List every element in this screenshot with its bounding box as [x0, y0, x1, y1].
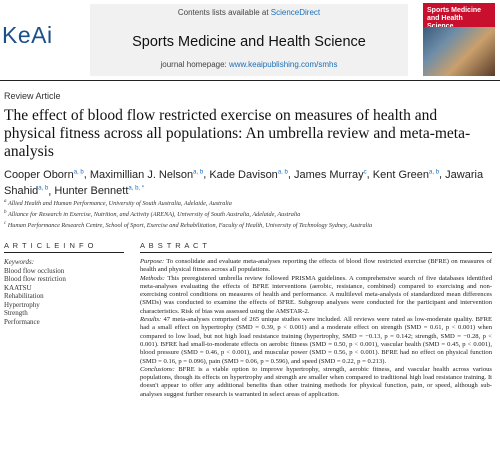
abstract-conclusions: Conclusions: BFRE is a viable option to improve hypertrophy, strength, aerobic fitness, and vascular health across various populations, though its effects on hypertrophy and strength are smaller when compared to traditional high load resistance training. It doesn't appear to offer any additional benefits than other training methods for physical function, pain, or speed, although sub-analyses suggest further research is warranted in select areas of application. — [140, 365, 492, 398]
homepage-link[interactable]: www.keaipublishing.com/smhs — [229, 60, 338, 69]
author[interactable]: Kent Green$^{a, b}$ — [372, 168, 440, 181]
author[interactable]: Cooper Oborn$^{a, b}$ — [4, 168, 84, 181]
abstract-body — [140, 258, 492, 399]
abstract-methods: Methods: This preregistered umbrella review followed PRISMA guidelines. A comprehensive search of five databases identified meta-analyses evaluating the effects of BFRE interventions (aerobic, resistance, combined) compared to exercising and non-exercising control conditions on measures of health and performance. A multilevel meta-analysis of standardized mean differences (SMDs) was conducted to examine the effects of BFRE. Subgroup analyses were conducted for the participant and intervention characteristics. Risk of bias was assessed using the AMSTAR-2. — [140, 274, 492, 315]
publisher-logo[interactable] — [2, 22, 82, 62]
keyword: KAATSU — [4, 283, 32, 292]
author-list: Cooper Oborn$^{a, b}$, Maximillian J. Nelson$^{a, b}$, Kade Davison$^{a, b}$, James Murray$^c$, Kent Green$^{a, b}$, Jawaria Shahid$^{a, b}$, Hunter Bennett$^{a, b, *}$ — [4, 168, 484, 198]
article-type: Review Article — [4, 91, 61, 101]
affiliation: $^c$ Human Performance Research Centre, School of Sport, Exercise and Rehabilitation, Faculty of Health, University of Technology Sydney, Australia — [4, 221, 373, 230]
article-title: The effect of blood flow restricted exercise on measures of health and physical fitness across all populations: An umbrella review and meta-meta-analysis — [4, 107, 471, 160]
journal-title: Sports Medicine and Health Science — [132, 34, 366, 50]
affiliation: $^b$ Alliance for Research in Exercise, Nutrition, and Activity (ARENA), University of South Australia, Adelaide, Australia — [4, 210, 301, 219]
abstract-divider — [140, 252, 492, 253]
abstract-purpose: Purpose: To consolidate and evaluate meta-analyses reporting the effects of blood flow restricted exercise (BFRE) on measures of health and physical fitness across all populations. — [140, 258, 492, 274]
journal-banner — [90, 4, 408, 76]
keyword: Blood flow occlusion — [4, 266, 65, 275]
keyword: Performance — [4, 317, 40, 326]
journal-header — [0, 0, 500, 78]
keyword: Hypertrophy — [4, 300, 40, 309]
article-info-heading: A R T I C L E I N F O — [4, 241, 95, 250]
header-divider — [0, 80, 500, 81]
author[interactable]: Maximillian J. Nelson$^{a, b}$ — [89, 168, 204, 181]
keywords-block — [4, 258, 124, 326]
author[interactable]: Kade Davison$^{a, b}$ — [209, 168, 288, 181]
cover-photo — [423, 27, 495, 76]
author[interactable]: Hunter Bennett$^{a, b, *}$ — [54, 185, 145, 198]
journal-cover-image — [423, 3, 495, 76]
affiliation: $^a$ Allied Health and Human Performance, University of South Australia, Adelaide, Australia — [4, 199, 232, 208]
homepage-prefix: journal homepage: — [160, 60, 229, 69]
keywords-label: Keywords: — [4, 258, 35, 266]
keyword: Strength — [4, 309, 28, 317]
info-divider — [4, 252, 124, 253]
logo-text: KeAi — [2, 22, 53, 48]
cover-title: Sports Medicine and Health — [427, 7, 482, 22]
author[interactable]: Jawaria Shahid$^{a, b}$ — [4, 168, 484, 198]
contents-line — [90, 8, 408, 17]
author[interactable]: James Murray$^c$ — [293, 168, 367, 181]
keyword: Blood flow restriction — [4, 275, 66, 283]
contents-prefix: Contents lists available at — [177, 8, 271, 17]
keyword: Rehabilitation — [4, 292, 44, 300]
homepage-line — [90, 60, 408, 69]
abstract-heading: A B S T R A C T — [140, 241, 208, 250]
abstract-results: Results: 47 meta-analyses comprised of 265 unique studies were included. All reviews were rated as low-moderate quality. BFRE had a small effect on hypertrophy (SMD = 0.39, p < 0.001) and a moderate effect on strength (SMD = 0.61, p < 0.001) when compared to low load, but not high load resistance training (hypertrophy, SMD = −0.13, p = 0.142; strength, SMD = −0.28, p < 0.001). BFRE had small-to-moderate effects on aerobic fitness (SMD = 0.50, p < 0.001), vascular health (SMD = 0.45, p < 0.001), blood pressure (SMD = 0.46, p < 0.001), and muscular power (SMD = 0.56, p < 0.001). BFRE had no effect on physical function (SMD = 0.16, p = 0.096), pain (SMD = 0.06, p = 0.596), and speed (SMD = 0.22, p = 0.213). — [140, 316, 492, 365]
sciencedirect-link[interactable]: ScienceDirect — [270, 8, 321, 17]
affiliations — [4, 197, 494, 230]
